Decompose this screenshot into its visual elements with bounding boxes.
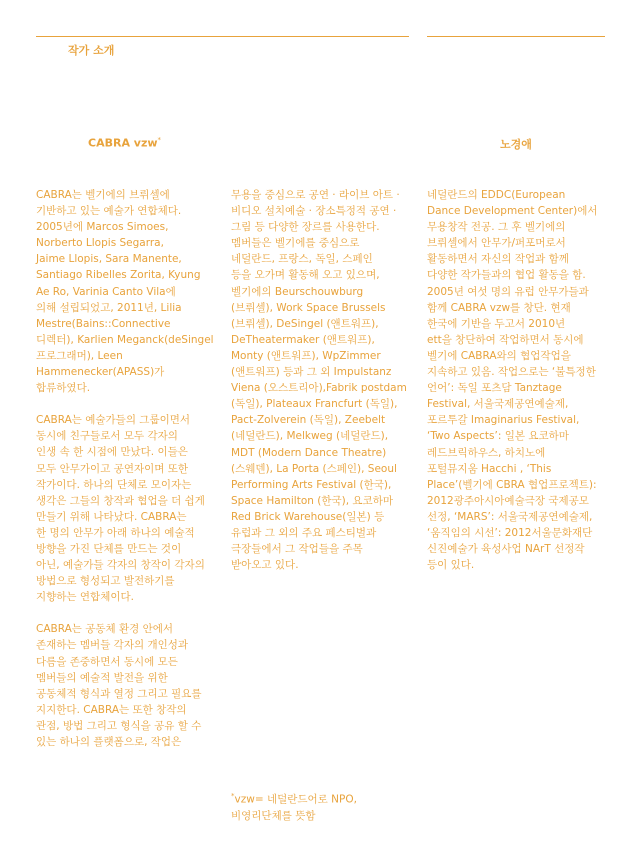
header-rule-left bbox=[36, 36, 409, 37]
artist-group-name: CABRA vzw bbox=[88, 136, 158, 150]
header-rule-right bbox=[427, 36, 605, 37]
paragraph: CABRA는 벨기에의 브뤼셀에 기반하고 있는 예술가 연합체다. 2005년에 Marcos Simoes, Norberto Llopis Segarra, Jaime Llopis, Sara Manente, Santiago Ribelles Zorita, Kyung Ae Ro, Varinia Canto Vila에 의해 설립되었고, 2011년, Lilia Mestre(Bains::Connective 디렉터), Karlien Meganck(deSingel 프로그래머), Leen Hammenecker(APASS)가 합류하였다. bbox=[36, 189, 214, 395]
footnote bbox=[231, 788, 357, 824]
footnote-text: vzw= 네덜란드어로 NPO, 비영리단체를 뜻함 bbox=[231, 793, 357, 822]
artist-group-heading bbox=[88, 136, 161, 150]
paragraph: 무용을 중심으로 공연 · 라이브 아트 · 비디오 설치예술 · 장소특정적 공연 · 그림 등 다양한 장르를 사용한다. 멤버들은 벨기에를 중심으로 네덜란드, 프랑스, 독일, 스페인 등을 오가며 활동해 오고 있으며, 벨기에의 Beurschouwburg (브뤼셀), Work Space Brussels (브뤼셀), DeSingel (앤트워프), DeTheatermaker (앤트워프), Monty (앤트워프), WpZimmer (앤트워프) 등과 그 외 Impulstanz Viena (오스트리아),Fabrik postdam (독일), Plateaux Francfurt (독일), Pact-Zolverein (독일), Zeebelt (네덜란드), Melkweg (네덜란드), MDT (Modern Dance Theatre) (스웨덴), La Porta (스페인), Seoul Performing Arts Festival (한국), Space Hamilton (한국), 요코하마 Red Brick Warehouse(일본) 등 유럽과 그 외의 주요 페스티벌과 극장들에서 그 작업들을 주목 받아오고 있다. bbox=[231, 189, 407, 572]
paragraph: CABRA는 공동체 환경 안에서 존재하는 멤버들 각자의 개인성과 다름을 존중하면서 동시에 모든 멤버들의 예술적 발전을 위한 공동체적 형식과 열정 그리고 필요를 지지한다. CABRA는 또한 창작의 관점, 방법 그리고 형식을 공유 할 수 있는 하나의 플랫폼으로, 작업은 bbox=[36, 623, 202, 748]
column-3 bbox=[427, 187, 607, 589]
paragraph: 네덜란드의 EDDC(European Dance Development Center)에서 무용창작 전공. 그 후 벨기에의 브뤼셀에서 안무가/퍼포머로서 활동하면서 자신의 작업과 함께 다양한 작가들과의 협업 활동을 함. 2005년 여섯 명의 유럽 안무가들과 함께 CABRA vzw를 창단. 현재 한국에 기반을 두고서 2010년 ett을 창단하여 작업하면서 동시에 벨기에 CABRA와의 협업작업을 지속하고 있음. 작업으로는 ‘불특정한 언어’: 독일 포츠담 Tanztage Festival, 서울국제공연예술제, 포르투갈 Imaginarius Festival, ‘Two Aspects’: 일본 요코하마 레드브릭하우스, 하치노에 포털뮤지움 Hacchi , ‘This Place’(벨기에 CBRA 협업프로젝트): 2012광주아시아예술극장 국제공모 선정, ‘MARS’: 서울국제공연예술제, ‘움직임의 시선’: 2012서울문화재단 신진예술가 육성사업 NArT 선정작 등이 있다. bbox=[427, 189, 598, 572]
artist-name-heading: 노경애 bbox=[500, 138, 532, 151]
footnote-marker: * bbox=[157, 136, 162, 144]
paragraph: CABRA는 예술가들의 그룹이면서 동시에 친구들로서 모두 각자의 인생 속 한 시점에 만났다. 이들은 모두 안무가이고 공연자이며 또한 작가이다. 하나의 단체로 모이자는 생각은 그들의 창작과 협업을 더 쉽게 만들기 위해 나타났다. CABRA는 한 명의 안무가 아래 하나의 예술적 방향을 가진 단체를 만드는 것이 아닌, 예술가들 각자의 창작이 각자의 방법으로 형성되고 발전하기를 지향하는 연합체이다. bbox=[36, 414, 205, 604]
column-1 bbox=[36, 187, 221, 766]
section-label: 작가 소개 bbox=[68, 44, 115, 57]
column-2 bbox=[231, 187, 411, 589]
footnote-marker: * bbox=[231, 792, 235, 800]
